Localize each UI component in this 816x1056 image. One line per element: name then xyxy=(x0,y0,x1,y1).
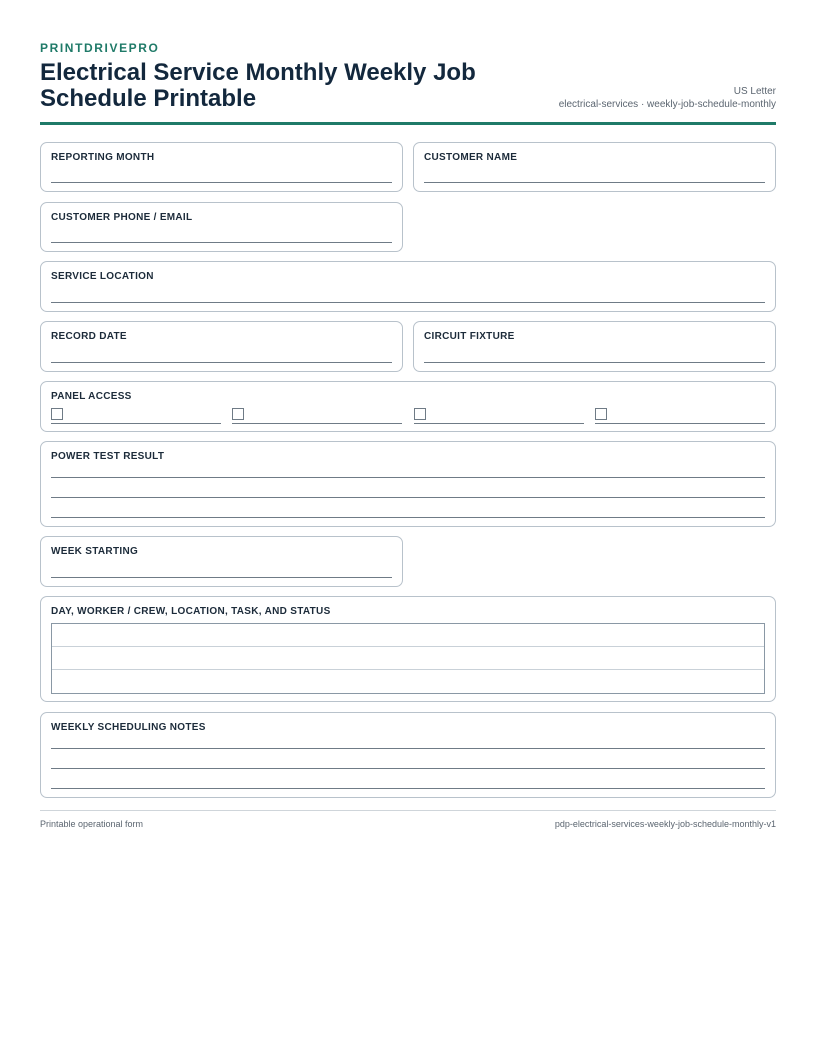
customer-contact-field[interactable] xyxy=(40,202,403,252)
option-input-line[interactable] xyxy=(595,423,765,424)
circuit-fixture-field[interactable] xyxy=(413,321,776,372)
customer-name-label: CUSTOMER NAME xyxy=(424,152,518,163)
panel-access-option-3[interactable] xyxy=(414,408,584,424)
service-location-label: SERVICE LOCATION xyxy=(51,271,154,282)
schedule-table-label: DAY, WORKER / CREW, LOCATION, TASK, AND STATUS xyxy=(51,606,331,617)
weekly-notes-line-1[interactable] xyxy=(51,748,765,749)
reporting-month-field[interactable] xyxy=(40,142,403,192)
option-input-line[interactable] xyxy=(51,423,221,424)
schedule-table-section xyxy=(40,596,776,702)
week-starting-field[interactable] xyxy=(40,536,403,587)
power-test-line-1[interactable] xyxy=(51,477,765,478)
option-input-line[interactable] xyxy=(232,423,402,424)
panel-access-option-1[interactable] xyxy=(51,408,221,424)
power-test-result-label: POWER TEST RESULT xyxy=(51,451,165,462)
panel-access-field xyxy=(40,381,776,432)
reporting-month-input-line[interactable] xyxy=(51,182,392,183)
table-row[interactable] xyxy=(52,624,764,647)
circuit-fixture-label: CIRCUIT FIXTURE xyxy=(424,331,515,342)
paper-size: US Letter xyxy=(733,86,776,97)
power-test-line-3[interactable] xyxy=(51,517,765,518)
record-date-input-line[interactable] xyxy=(51,362,392,363)
power-test-line-2[interactable] xyxy=(51,497,765,498)
panel-access-option-4[interactable] xyxy=(595,408,765,424)
footer-divider xyxy=(40,810,776,811)
customer-name-input-line[interactable] xyxy=(424,182,765,183)
reporting-month-label: REPORTING MONTH xyxy=(51,152,155,163)
record-date-label: RECORD DATE xyxy=(51,331,127,342)
customer-contact-label: CUSTOMER PHONE / EMAIL xyxy=(51,212,193,223)
table-row[interactable] xyxy=(52,647,764,670)
page-title: Electrical Service Monthly Weekly Job Schedule Printable xyxy=(40,59,476,112)
panel-access-label: PANEL ACCESS xyxy=(51,391,132,402)
brand-name: PRINTDRIVEPRO xyxy=(40,41,160,55)
weekly-notes-line-3[interactable] xyxy=(51,788,765,789)
power-test-result-field[interactable] xyxy=(40,441,776,527)
panel-access-option-2[interactable] xyxy=(232,408,402,424)
document-slug: electrical-services · weekly-job-schedule-monthly xyxy=(558,99,776,110)
document-meta xyxy=(559,85,776,111)
service-location-input-line[interactable] xyxy=(51,302,765,303)
customer-contact-input-line[interactable] xyxy=(51,242,392,243)
checkbox[interactable] xyxy=(232,408,244,420)
service-location-field[interactable] xyxy=(40,261,776,312)
weekly-notes-label: WEEKLY SCHEDULING NOTES xyxy=(51,722,206,733)
week-starting-input-line[interactable] xyxy=(51,577,392,578)
schedule-table[interactable] xyxy=(51,623,765,694)
record-date-field[interactable] xyxy=(40,321,403,372)
header-rule xyxy=(40,122,776,125)
checkbox[interactable] xyxy=(51,408,63,420)
weekly-notes-field[interactable] xyxy=(40,712,776,798)
weekly-notes-line-2[interactable] xyxy=(51,768,765,769)
option-input-line[interactable] xyxy=(414,423,584,424)
checkbox[interactable] xyxy=(595,408,607,420)
week-starting-label: WEEK STARTING xyxy=(51,546,139,557)
footer-form-type: Printable operational form xyxy=(40,819,144,829)
customer-name-field[interactable] xyxy=(413,142,776,192)
footer-form-id: pdp-electrical-services-weekly-job-schedule-monthly-v1 xyxy=(554,819,776,829)
checkbox[interactable] xyxy=(414,408,426,420)
table-row[interactable] xyxy=(52,670,764,693)
circuit-fixture-input-line[interactable] xyxy=(424,362,765,363)
